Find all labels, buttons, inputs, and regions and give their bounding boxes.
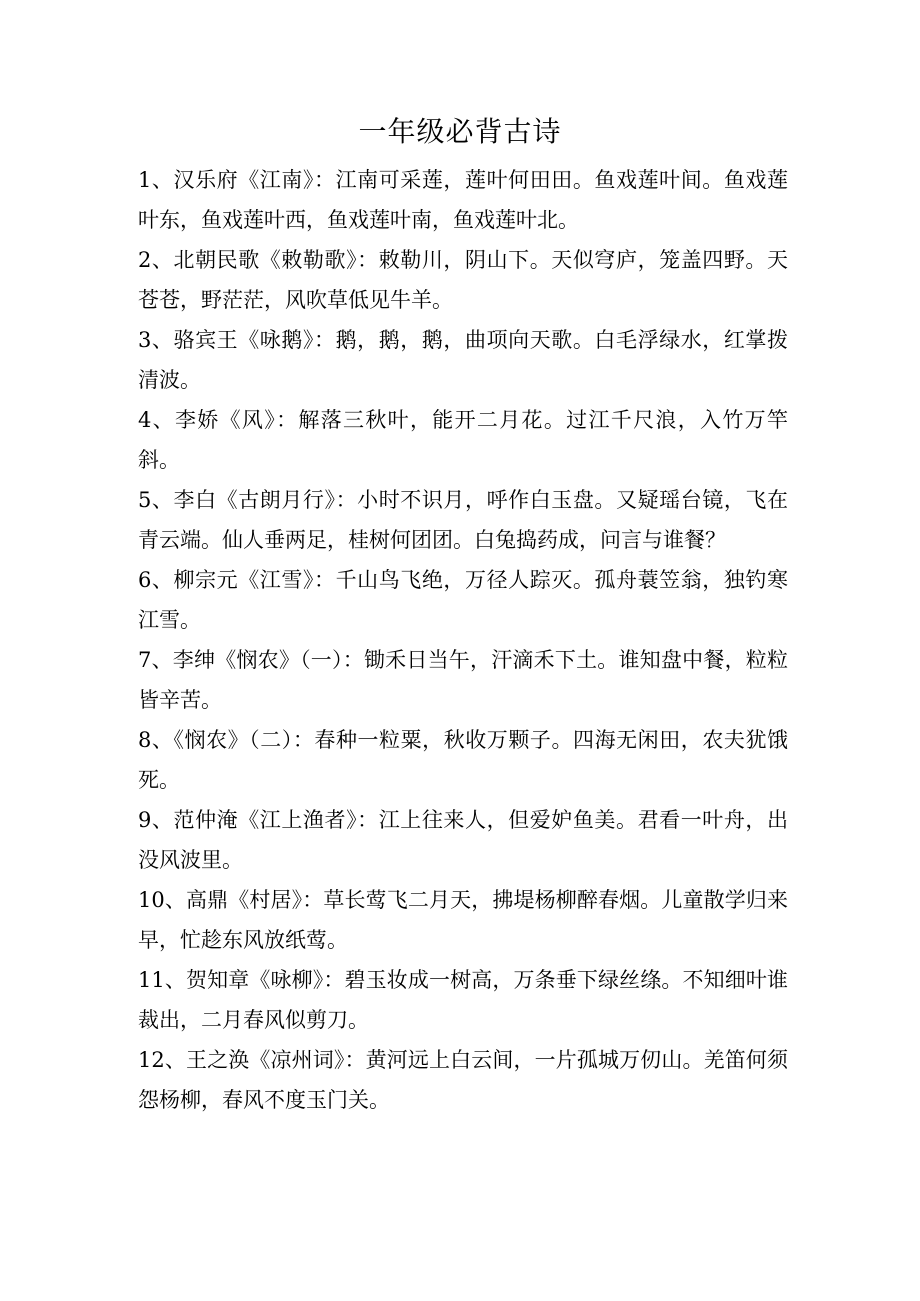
poem-item: 10、高鼎《村居》：草长莺飞二月天，拂堤杨柳醉春烟。儿童散学归来早，忙趁东风放纸莺。 [138, 888, 788, 952]
poem-item: 3、骆宾王《咏鹅》：鹅，鹅，鹅，曲项向天歌。白毛浮绿水，红掌拨清波。 [138, 328, 788, 392]
page-title: 一年级必背古诗 [358, 115, 562, 148]
poem-item: 9、范仲淹《江上渔者》：江上往来人，但爱妒鱼美。君看一叶舟，出没风波里。 [138, 808, 788, 872]
poem-item: 5、李白《古朗月行》：小时不识月，呼作白玉盘。又疑瑶台镜，飞在青云端。仙人垂两足，桂树何团团。白兔捣药成，问言与谁餐？ [138, 488, 788, 552]
poem-list [138, 160, 788, 1120]
poem-item: 1、汉乐府《江南》：江南可采莲，莲叶何田田。鱼戏莲叶间。鱼戏莲叶东，鱼戏莲叶西，鱼戏莲叶南，鱼戏莲叶北。 [138, 168, 788, 232]
poem-item: 6、柳宗元《江雪》：千山鸟飞绝，万径人踪灭。孤舟蓑笠翁，独钓寒江雪。 [138, 568, 788, 632]
poem-item: 8、《悯农》（二）：春种一粒粟，秋收万颗子。四海无闲田，农夫犹饿死。 [138, 728, 788, 792]
poem-item: 2、北朝民歌《敕勒歌》：敕勒川，阴山下。天似穹庐，笼盖四野。天苍苍，野茫茫，风吹草低见牛羊。 [138, 248, 788, 312]
poem-item: 7、李绅《悯农》（一）：锄禾日当午，汗滴禾下土。谁知盘中餐，粒粒皆辛苦。 [138, 648, 788, 712]
poem-item: 12、王之涣《凉州词》：黄河远上白云间，一片孤城万仞山。羌笛何须怨杨柳，春风不度玉门关。 [138, 1048, 788, 1112]
poem-item: 11、贺知章《咏柳》：碧玉妆成一树高，万条垂下绿丝绦。不知细叶谁裁出，二月春风似剪刀。 [138, 968, 788, 1032]
poem-item: 4、李娇《风》：解落三秋叶，能开二月花。过江千尺浪，入竹万竿斜。 [138, 408, 788, 472]
